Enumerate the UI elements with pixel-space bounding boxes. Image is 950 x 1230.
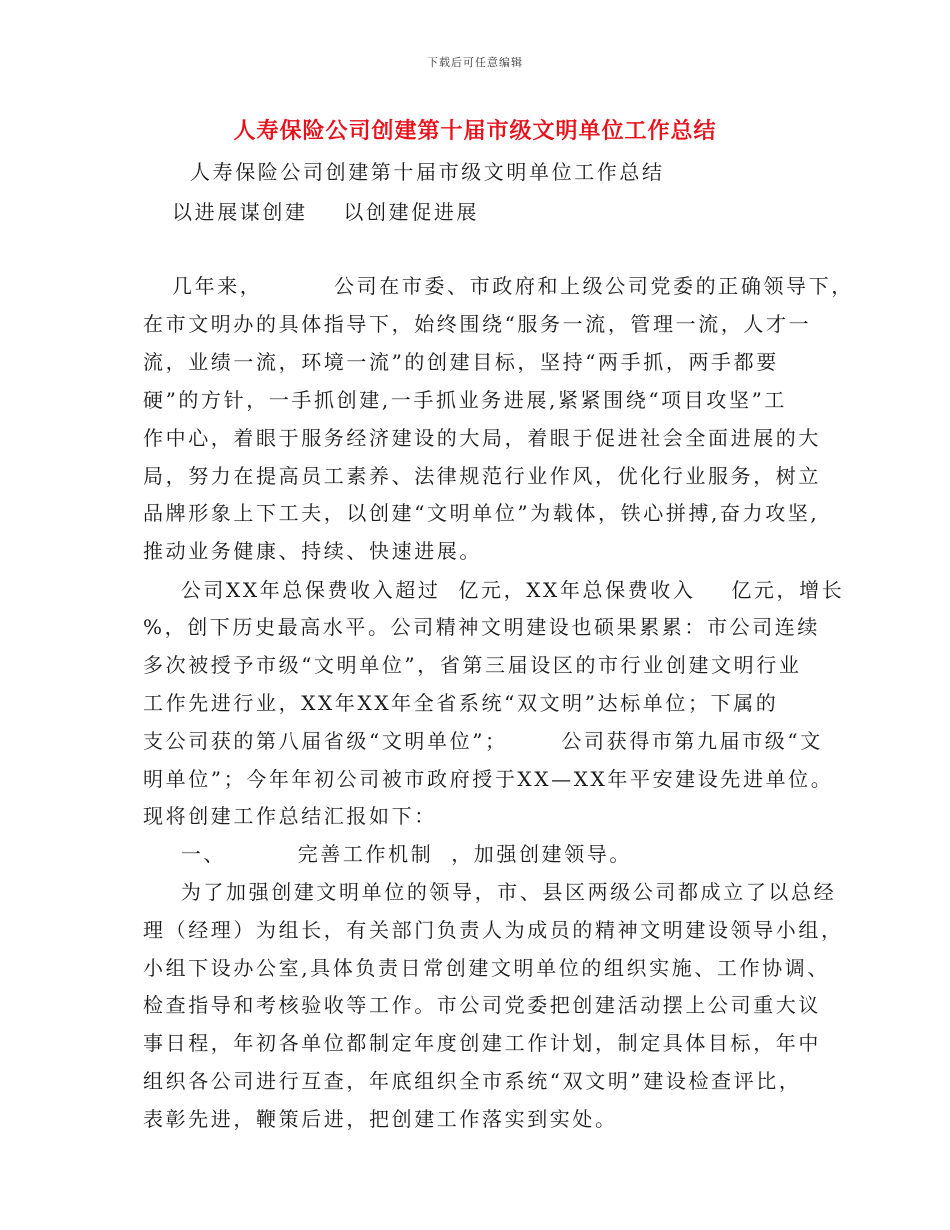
document-slogan: 以进展谋创建 以创建促进展 <box>172 200 480 224</box>
body-line: 明单位”；今年年初公司被市政府授于XX—XX年平安建设先进单位。 <box>143 767 834 791</box>
body-line: 理（经理）为组长，有关部门负责人为成员的精神文明建设领导小组， <box>143 918 844 942</box>
body-line: 一、 完善工作机制 ，加强创建领导。 <box>145 842 633 866</box>
body-line: 为了加强创建文明单位的领导，市、县区两级公司都成立了以总经 <box>145 880 837 904</box>
body-line: 支公司获的第八届省级“文明单位”； 公司获得市第九届市级“文 <box>143 729 823 753</box>
body-line: 局，努力在提高员工素养、法律规范行业作风，优化行业服务，树立 <box>143 464 821 488</box>
body-line: 检查指导和考核验收等工作。市公司党委把创建活动摆上公司重大议 <box>143 993 821 1017</box>
document-subtitle: 人寿保险公司创建第十届市级文明单位工作总结 <box>190 160 665 184</box>
body-line: 公司XX年总保费收入超过 亿元，XX年总保费收入 亿元，增长 <box>145 578 845 602</box>
body-line: 小组下设办公室,具体负责日常创建文明单位的组织实施、工作协调、 <box>143 956 830 980</box>
body-line: 硬”的方针，一手抓创建,一手抓业务进展,紧紧围绕“项目攻坚”工 <box>143 388 787 412</box>
document-title: 人寿保险公司创建第十届市级文明单位工作总结 <box>233 118 717 144</box>
body-line: 多次被授予市级“文明单位”，省第三届设区的市行业创建文明行业 <box>143 653 802 677</box>
body-line: 工作先进行业，XX年XX年全省系统“双文明”达标单位；下属的 <box>143 691 779 715</box>
body-line: 在市文明办的具体指导下，始终围绕“服务一流，管理一流，人才一 <box>143 312 812 336</box>
body-line: 现将创建工作总结汇报如下： <box>143 804 437 828</box>
body-line: 品牌形象上下工夫，以创建“文明单位”为载体，铁心拼搏,奋力攻坚, <box>143 501 820 525</box>
body-line: 推动业务健康、持续、快速进展。 <box>143 539 482 563</box>
body-line: 流，业绩一流，环境一流”的创建目标，坚持“两手抓，两手都要 <box>143 350 779 374</box>
body-line: 组织各公司进行互查，年底组织全市系统“双文明”建设检查评比， <box>143 1069 802 1093</box>
header-note: 下载后可任意编辑 <box>427 56 523 69</box>
body-line: 表彰先进，鞭策后进，把创建工作落实到实处。 <box>143 1107 618 1131</box>
body-line: 几年来， 公司在市委、市政府和上级公司党委的正确领导下， <box>172 274 854 298</box>
body-line: 作中心，着眼于服务经济建设的大局，着眼于促进社会全面进展的大 <box>143 426 821 450</box>
body-line: %，创下历史最高水平。公司精神文明建设也硕果累累：市公司连续 <box>143 615 821 639</box>
body-line: 事日程，年初各单位都制定年度创建工作计划，制定具体目标，年中 <box>143 1031 821 1055</box>
